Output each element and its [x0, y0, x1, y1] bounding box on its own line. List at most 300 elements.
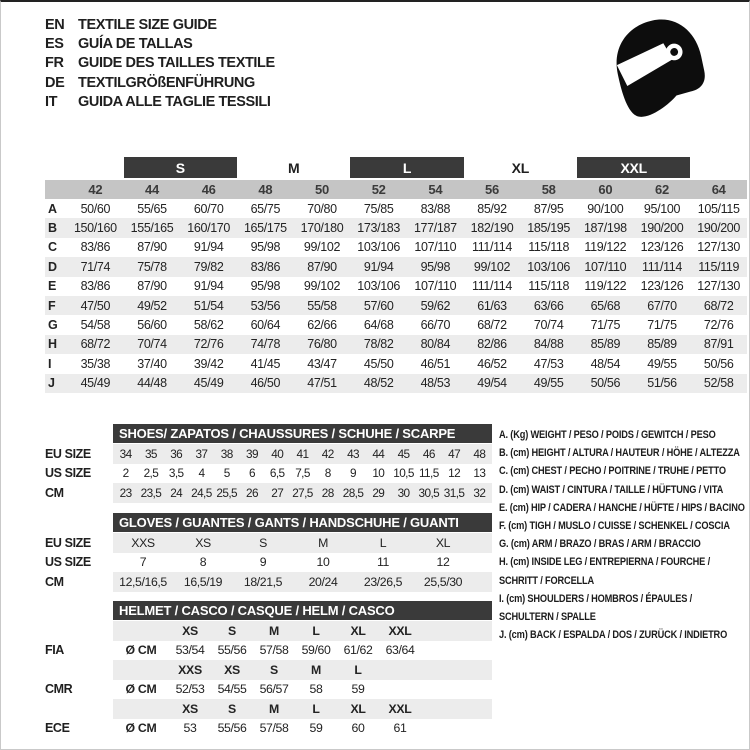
value-cell: XL [435, 535, 451, 550]
value-band [113, 572, 492, 592]
value-cell: 49/55 [647, 356, 677, 371]
value-cell: 111/114 [642, 259, 682, 274]
language-code: ES [45, 36, 64, 53]
row-label: A [48, 201, 57, 216]
table-row-c [45, 238, 747, 257]
value-cell: 75/78 [137, 259, 167, 274]
value-cell: 43 [347, 446, 359, 461]
value-cell: 57/60 [363, 298, 394, 313]
unit-cell: Ø CM [125, 721, 157, 736]
legend-line: D. (cm) WAIST / CINTURA / TAILLE / HÜFTUNG / VITA [499, 483, 724, 496]
value-cell: 49/52 [137, 298, 167, 313]
row-label-spacer [45, 699, 113, 719]
size-group-row [45, 157, 747, 178]
value-cell: 10 [316, 555, 330, 570]
value-cell: 65/68 [590, 298, 621, 313]
size-header-cell: L [354, 662, 362, 677]
value-cell: 48/54 [590, 356, 621, 371]
value-cell: 45/49 [80, 376, 111, 391]
value-cell: 44/48 [137, 376, 167, 391]
helmet-title-bar: HELMET / CASCO / CASQUE / HELM / CASCO [113, 601, 492, 620]
value-cell: 68/72 [477, 318, 507, 333]
value-cell: 25,5 [216, 485, 237, 500]
size-header-cell: 60 [598, 182, 613, 197]
value-cell: 12 [448, 466, 461, 481]
value-cell: 54/58 [80, 318, 111, 333]
row-label: C [48, 240, 57, 255]
size-header-cell: 64 [711, 182, 726, 197]
value-band [113, 719, 492, 739]
value-cell: 3,5 [168, 466, 184, 481]
table-row-h [45, 335, 747, 354]
table-row-d [45, 257, 747, 276]
value-cell: 50/60 [80, 201, 111, 216]
row-label: US SIZE [45, 466, 91, 481]
legend-line: G. (cm) ARM / BRAZO / BRAS / ARM / BRACCIO [499, 538, 701, 551]
table-row-g [45, 315, 747, 334]
value-cell: 60/70 [193, 201, 224, 216]
value-cell: 40 [271, 446, 284, 461]
size-header-cell: 48 [258, 182, 273, 197]
size-header-cell: L [312, 701, 320, 716]
size-header-cell: 54 [428, 182, 443, 197]
value-cell: XXS [131, 535, 155, 550]
value-cell: 50/56 [703, 356, 734, 371]
value-cell: 4 [198, 466, 205, 481]
value-cell: 25,5/30 [423, 574, 463, 589]
size-header-cell: M [269, 623, 279, 638]
value-cell: 2,5 [143, 466, 159, 481]
value-cell: 95/98 [250, 240, 281, 255]
value-cell: 63/64 [385, 643, 415, 658]
value-cell: 177/187 [413, 221, 457, 236]
value-cell: 103/106 [357, 279, 401, 294]
value-cell: 59 [351, 682, 365, 697]
language-code: FR [45, 55, 64, 72]
value-cell: 49/55 [533, 376, 564, 391]
unit-cell: Ø CM [125, 682, 157, 697]
value-cell: 75/85 [363, 201, 394, 216]
value-cell: 49/54 [477, 376, 507, 391]
size-header-cell: 56 [485, 182, 499, 197]
value-cell: 70/74 [137, 337, 167, 352]
value-cell: 45/50 [363, 356, 394, 371]
value-cell: 95/100 [643, 201, 681, 216]
value-cell: 83/86 [250, 259, 281, 274]
title-spacer [45, 424, 113, 443]
legend-line: A. (Kg) WEIGHT / PESO / POIDS / GEWITCH / PESO [499, 429, 716, 441]
table-row-eu-size [45, 533, 492, 553]
value-cell: 10 [372, 466, 385, 481]
size-header-cell: S [228, 623, 236, 638]
value-cell: 127/130 [697, 240, 741, 255]
value-cell: L [379, 535, 387, 550]
value-cell: 68/72 [703, 298, 734, 313]
shoes-table [45, 424, 492, 503]
value-cell: 95/98 [250, 279, 281, 294]
value-cell: 60 [351, 721, 365, 736]
row-label: B [48, 221, 57, 236]
value-cell: 83/86 [80, 240, 111, 255]
size-header-cell: 46 [201, 182, 216, 197]
value-cell: 119/122 [584, 240, 627, 255]
value-cell: 23,5 [140, 485, 162, 500]
value-cell: 23 [119, 485, 132, 500]
row-label: EU SIZE [45, 535, 91, 550]
language-row [45, 93, 275, 112]
shoes-title-bar: SHOES/ ZAPATOS / CHAUSSURES / SCHUHE / SCARPE [113, 424, 492, 443]
value-cell: 55/58 [307, 298, 337, 313]
value-cell: 83/88 [420, 201, 451, 216]
value-cell: 103/106 [357, 240, 401, 255]
value-cell: 43/47 [307, 356, 337, 371]
value-cell: 48 [473, 446, 486, 461]
value-cell: 48/53 [420, 376, 451, 391]
value-cell: 35 [144, 446, 157, 461]
language-list [45, 15, 275, 112]
value-cell: 71/75 [590, 318, 621, 333]
size-header-cell: 42 [88, 182, 103, 197]
row-label: J [48, 376, 55, 391]
value-cell: 9 [350, 466, 356, 481]
size-group-l: L [350, 157, 463, 178]
value-cell: 9 [259, 555, 267, 570]
size-header-cell: 52 [371, 182, 386, 197]
table-row-a [45, 199, 747, 218]
value-cell: 53/56 [250, 298, 281, 313]
value-cell: 91/94 [193, 279, 224, 294]
legend-line: B. (cm) HEIGHT / ALTURA / HAUTEUR / HÖHE / ALTEZZA [499, 447, 740, 460]
gloves-title-row [45, 513, 492, 532]
value-cell: 107/110 [414, 240, 457, 255]
value-cell: 85/89 [590, 337, 621, 352]
title-spacer [45, 513, 113, 532]
legend-line: J. (cm) BACK / ESPALDA / DOS / ZURÜCK / INDIETRO [499, 629, 728, 642]
size-header-cell: XL [350, 623, 366, 638]
value-cell: 36 [170, 446, 183, 461]
value-cell: 61/63 [477, 298, 507, 313]
size-header-cell: M [311, 662, 321, 677]
value-cell: 56/60 [137, 318, 167, 333]
value-cell: 53/54 [175, 643, 205, 658]
value-cell: 12 [436, 555, 450, 570]
value-cell: 42 [321, 446, 334, 461]
value-band [113, 641, 492, 661]
helmet-rows [45, 621, 492, 738]
textile-size-table [45, 157, 747, 393]
value-cell: 31,5 [443, 485, 465, 500]
legend-line: SCHULTERN / SPALLE [499, 611, 596, 624]
title-spacer [45, 601, 113, 620]
value-cell: 76/80 [307, 337, 337, 352]
value-band [113, 483, 492, 503]
value-cell: 58 [309, 682, 323, 697]
value-cell: 6,5 [269, 466, 285, 481]
value-cell: 44 [372, 446, 385, 461]
value-cell: 47 [448, 446, 461, 461]
value-cell: 24,5 [191, 485, 212, 500]
size-header-cell: XXL [388, 623, 412, 638]
value-cell: 30 [397, 485, 410, 500]
value-cell: 87/95 [533, 201, 564, 216]
legend-item [499, 553, 750, 589]
value-cell: 35/38 [80, 356, 111, 371]
size-header-cell: 50 [315, 182, 329, 197]
value-cell: 61 [393, 721, 407, 736]
value-cell: 47/53 [533, 356, 564, 371]
value-cell: 37 [195, 446, 208, 461]
legend-item [499, 444, 750, 462]
value-cell: 41/45 [250, 356, 281, 371]
size-header-cell: XS [182, 623, 198, 638]
value-cell: 170/180 [300, 221, 344, 236]
legend-item [499, 462, 750, 480]
value-cell: 123/126 [640, 240, 684, 255]
language-label: GUÍA DE TALLAS [78, 36, 193, 53]
value-cell: 28 [321, 485, 334, 500]
gloves-table [45, 513, 492, 592]
legend-line: E. (cm) HIP / CADERA / HANCHE / HÜFTE / HIPS / BACINO [499, 501, 745, 514]
value-cell: 20/24 [308, 574, 338, 589]
size-group-xxl: XXL [577, 157, 690, 178]
size-header-cell: M [269, 701, 279, 716]
row-label: EU SIZE [45, 446, 91, 461]
value-cell: M [318, 535, 328, 550]
value-cell: 37/40 [137, 356, 167, 371]
value-cell: 47/51 [307, 376, 337, 391]
legend-line: H. (cm) INSIDE LEG / ENTREPIERNA / FOURCHE / [499, 556, 710, 569]
value-cell: 34 [119, 446, 132, 461]
measurement-legend [499, 426, 750, 644]
value-cell: 87/90 [137, 240, 167, 255]
value-cell: 123/126 [640, 279, 684, 294]
value-cell: 87/91 [703, 337, 734, 352]
legend-item [499, 535, 750, 553]
value-cell: 150/160 [73, 221, 117, 236]
row-label: CM [45, 574, 64, 589]
value-cell: 79/82 [193, 259, 224, 274]
language-code: EN [45, 16, 65, 33]
size-band [113, 621, 492, 641]
value-cell: 65/75 [250, 201, 281, 216]
value-cell: 55/65 [137, 201, 167, 216]
value-cell: 85/92 [477, 201, 507, 216]
size-header-row [45, 180, 747, 199]
table-row-j [45, 374, 747, 393]
value-cell: 8 [324, 466, 331, 481]
legend-item [499, 517, 750, 535]
legend-item [499, 626, 750, 644]
row-label: H [48, 337, 57, 352]
helmet-value-row-fia [45, 641, 492, 661]
value-cell: 26 [246, 485, 258, 500]
value-cell: 6 [248, 466, 255, 481]
helmet-icon [611, 14, 709, 126]
value-cell: 64/68 [363, 318, 394, 333]
value-cell: 7,5 [295, 466, 310, 481]
value-cell: 28,5 [342, 485, 364, 500]
value-cell: XS [195, 535, 211, 550]
helmet-table [45, 601, 492, 738]
legend-line: SCHRITT / FORCELLA [499, 574, 595, 587]
shoes-rows [45, 444, 492, 503]
row-label: E [48, 279, 56, 294]
value-cell: 57/58 [259, 643, 289, 658]
value-cell: 24 [170, 485, 183, 500]
row-label: US SIZE [45, 555, 91, 570]
value-cell: 11 [377, 555, 389, 570]
table-row-eu-size [45, 444, 492, 464]
value-cell: 105/115 [697, 201, 740, 216]
size-header-cell: XS [182, 701, 198, 716]
value-cell: 10,5 [393, 466, 414, 481]
value-cell: 87/90 [137, 279, 167, 294]
value-cell: 50/56 [590, 376, 621, 391]
value-cell: 53 [183, 721, 197, 736]
size-group-xl: XL [511, 159, 529, 176]
value-cell: 5 [223, 466, 230, 481]
value-band [113, 464, 492, 484]
value-cell: 54/55 [217, 682, 247, 697]
value-cell: S [259, 535, 267, 550]
language-label: GUIDE DES TAILLES TEXTILE [78, 55, 275, 72]
legend-line: F. (cm) TIGH / MUSLO / CUISSE / SCHENKEL / COSCIA [499, 520, 730, 533]
language-label: TEXTILE SIZE GUIDE [78, 16, 217, 33]
size-header-cell: S [270, 662, 278, 677]
size-header-cell: XXS [178, 662, 202, 677]
value-cell: 90/100 [587, 201, 624, 216]
value-cell: 107/110 [584, 259, 627, 274]
language-code: IT [45, 94, 58, 111]
value-cell: 8 [199, 555, 207, 570]
row-label: CMR [45, 682, 73, 697]
value-cell: 85/89 [647, 337, 677, 352]
value-cell: 59/60 [301, 643, 331, 658]
row-label-spacer [45, 660, 113, 680]
value-cell: 165/175 [243, 221, 287, 236]
legend-line: C. (cm) CHEST / PECHO / POITRINE / TRUHE / PETTO [499, 465, 726, 478]
helmet-size-row-ece [45, 699, 492, 719]
value-cell: 182/190 [470, 221, 514, 236]
value-cell: 70/74 [533, 318, 564, 333]
value-cell: 111/114 [472, 240, 512, 255]
value-cell: 74/78 [250, 337, 281, 352]
value-cell: 47/50 [80, 298, 111, 313]
value-cell: 52/58 [703, 376, 734, 391]
helmet-title-row [45, 601, 492, 620]
value-cell: 56/57 [259, 682, 289, 697]
row-label: I [48, 356, 52, 371]
value-cell: 23/26,5 [363, 574, 403, 589]
value-cell: 115/118 [528, 240, 570, 255]
value-cell: 83/86 [80, 279, 111, 294]
size-header-cell: 44 [145, 182, 159, 197]
value-cell: 60/64 [250, 318, 281, 333]
value-cell: 67/70 [647, 298, 677, 313]
size-band [113, 660, 492, 680]
value-cell: 55/56 [217, 643, 247, 658]
legend-item [499, 499, 750, 517]
unit-cell: Ø CM [125, 643, 157, 658]
size-header-cell: 62 [655, 182, 669, 197]
table-row-us-size [45, 464, 492, 484]
value-cell: 46 [422, 446, 435, 461]
language-label: GUIDA ALLE TAGLIE TESSILI [78, 94, 271, 111]
language-row [45, 73, 275, 92]
value-cell: 48/52 [363, 376, 394, 391]
value-cell: 46/51 [420, 356, 451, 371]
row-label: D [48, 259, 57, 274]
value-cell: 46/50 [250, 376, 281, 391]
value-cell: 71/75 [647, 318, 677, 333]
value-band [113, 533, 492, 553]
value-cell: 99/102 [473, 259, 511, 274]
value-cell: 185/195 [527, 221, 571, 236]
size-group-m: M [287, 159, 300, 176]
table-row-us-size [45, 553, 492, 573]
size-header-cell: XXL [388, 701, 412, 716]
value-cell: 61/62 [343, 643, 373, 658]
helmet-value-row-cmr [45, 680, 492, 700]
value-cell: 13 [473, 466, 486, 481]
table-row-i [45, 354, 747, 373]
value-cell: 66/70 [420, 318, 451, 333]
legend-item [499, 481, 750, 499]
language-code: DE [45, 74, 65, 91]
value-cell: 7 [139, 555, 147, 570]
value-cell: 115/119 [698, 259, 740, 274]
legend-line: I. (cm) SHOULDERS / HOMBROS / ÉPAULES / [499, 592, 692, 605]
value-band [113, 444, 492, 464]
table-row-cm [45, 483, 492, 503]
value-cell: 45/49 [193, 376, 224, 391]
size-header-cell: XS [224, 662, 240, 677]
value-cell: 41 [296, 446, 309, 461]
value-cell: 99/102 [303, 279, 341, 294]
value-cell: 30,5 [418, 485, 440, 500]
gloves-rows [45, 533, 492, 592]
value-cell: 58/62 [193, 318, 224, 333]
row-label-spacer [45, 621, 113, 641]
value-cell: 39/42 [193, 356, 224, 371]
value-cell: 70/80 [307, 201, 337, 216]
value-cell: 2 [122, 466, 129, 481]
value-cell: 103/106 [527, 259, 571, 274]
value-cell: 27,5 [292, 485, 313, 500]
value-cell: 68/72 [80, 337, 111, 352]
table-row-b [45, 218, 747, 237]
value-cell: 27 [271, 485, 284, 500]
value-cell: 87/90 [307, 259, 337, 274]
legend-item [499, 426, 750, 444]
value-cell: 111/114 [472, 279, 512, 294]
value-cell: 91/94 [363, 259, 394, 274]
value-cell: 16,5/19 [183, 574, 223, 589]
size-header-cell: XL [350, 701, 366, 716]
value-cell: 127/130 [697, 279, 741, 294]
language-row [45, 54, 275, 73]
value-cell: 190/200 [697, 221, 741, 236]
language-label: TEXTILGRÖßENFÜHRUNG [78, 74, 255, 91]
helmet-size-row-cmr [45, 660, 492, 680]
value-cell: 80/84 [420, 337, 451, 352]
shoes-title-row [45, 424, 492, 443]
value-cell: 99/102 [303, 240, 341, 255]
helmet-size-row-fia [45, 621, 492, 641]
value-cell: 115/118 [528, 279, 570, 294]
value-cell: 18/21,5 [243, 574, 283, 589]
value-cell: 55/56 [217, 721, 247, 736]
